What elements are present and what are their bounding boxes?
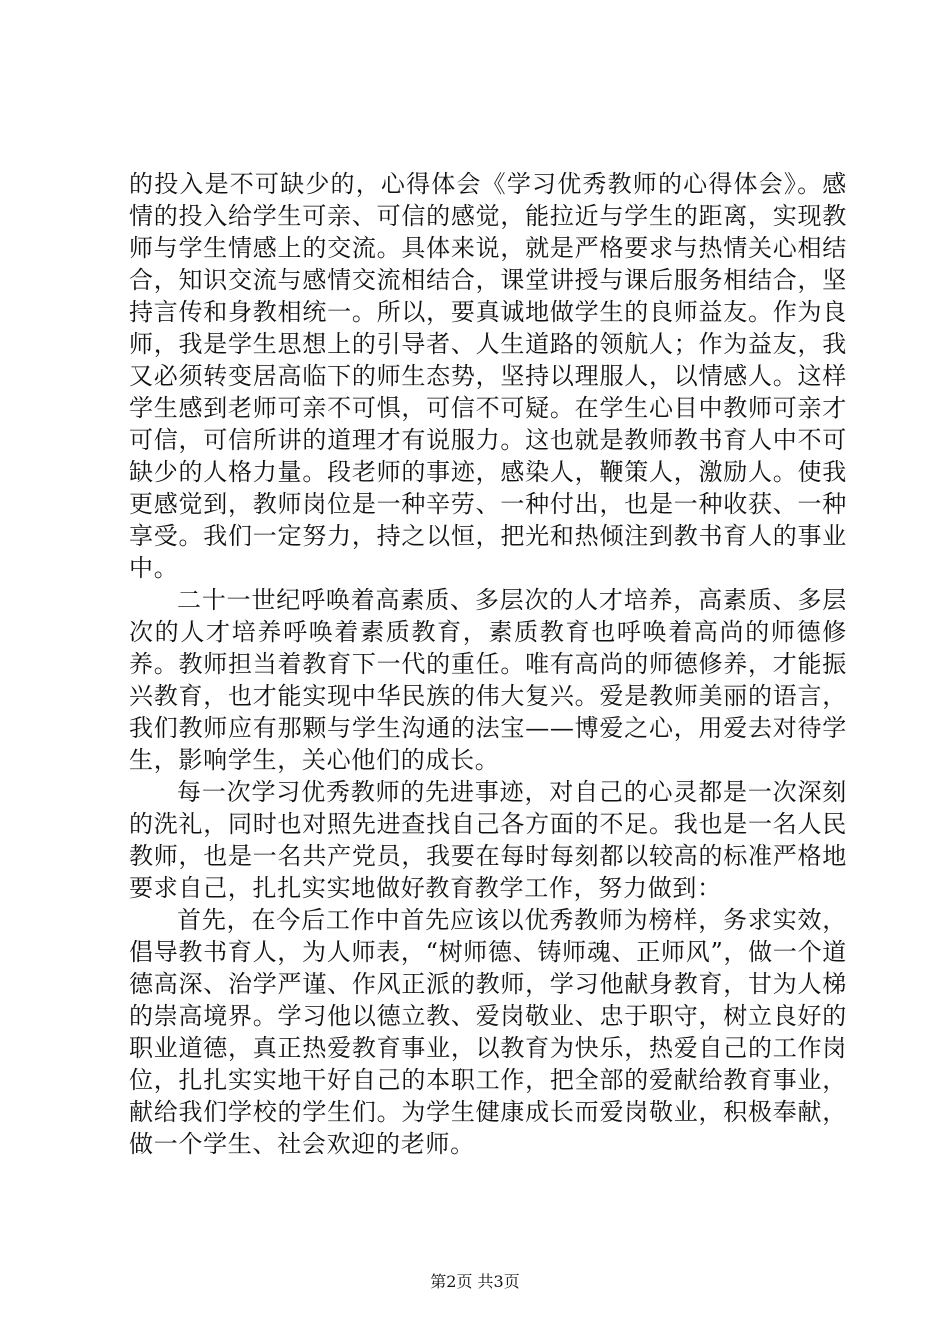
body-text bbox=[129, 168, 847, 1160]
paragraph-21st-century: 二十一世纪呼唤着高素质、多层次的人才培养，高素质、多层次的人才培养呼唤着素质教育，素质教育也呼唤着高尚的师德修养。教师担当着教育下一代的重任。唯有高尚的师德修养，才能振兴教育，也才能实现中华民族的伟大复兴。爱是教师美丽的语言，我们教师应有那颗与学生沟通的法宝——博爱之心，用爱去对待学生，影响学生，关心他们的成长。 bbox=[129, 586, 847, 774]
paragraph-first-commitment: 首先，在今后工作中首先应该以优秀教师为榜样，务求实效，倡导教书育人，为人师表，“树师德、铸师魂、正师风”，做一个道德高深、治学严谨、作风正派的教师，学习他献身教育，甘为人梯的崇高境界。学习他以德立教、爱岗敬业、忠于职守，树立良好的职业道德，真正热爱教育事业，以教育为快乐，热爱自己的工作岗位，扎扎实实地干好自己的本职工作，把全部的爱献给教育事业，献给我们学校的学生们。为学生健康成长而爱岗敬业，积极奉献，做一个学生、社会欢迎的老师。 bbox=[129, 906, 847, 1158]
paragraph-continuation: 的投入是不可缺少的，心得体会《学习优秀教师的心得体会》。感情的投入给学生可亲、可信的感觉，能拉近与学生的距离，实现教师与学生情感上的交流。具体来说，就是严格要求与热情关心相结合，知识交流与感情交流相结合，课堂讲授与课后服务相结合，坚持言传和身教相统一。所以，要真诚地做学生的良师益友。作为良师，我是学生思想上的引导者、人生道路的领航人；作为益友，我又必须转变居高临下的师生态势，坚持以理服人，以情感人。这样学生感到老师可亲不可惧，可信不可疑。在学生心目中教师可亲才可信，可信所讲的道理才有说服力。这也就是教师教书育人中不可缺少的人格力量。段老师的事迹，感染人，鞭策人，激励人。使我更感觉到，教师岗位是一种辛劳、一种付出，也是一种收获、一种享受。我们一定努力，持之以恒，把光和热倾注到教书育人的事业中。 bbox=[129, 170, 847, 582]
page-number-footer: 第2页 共3页 bbox=[430, 1272, 520, 1291]
paragraph-learning-reflection: 每一次学习优秀教师的先进事迹，对自己的心灵都是一次深刻的洗礼，同时也对照先进查找自己各方面的不足。我也是一名人民教师，也是一名共产党员，我要在每时每刻都以较高的标准严格地要求自己，扎扎实实地做好教育教学工作，努力做到： bbox=[129, 778, 847, 902]
